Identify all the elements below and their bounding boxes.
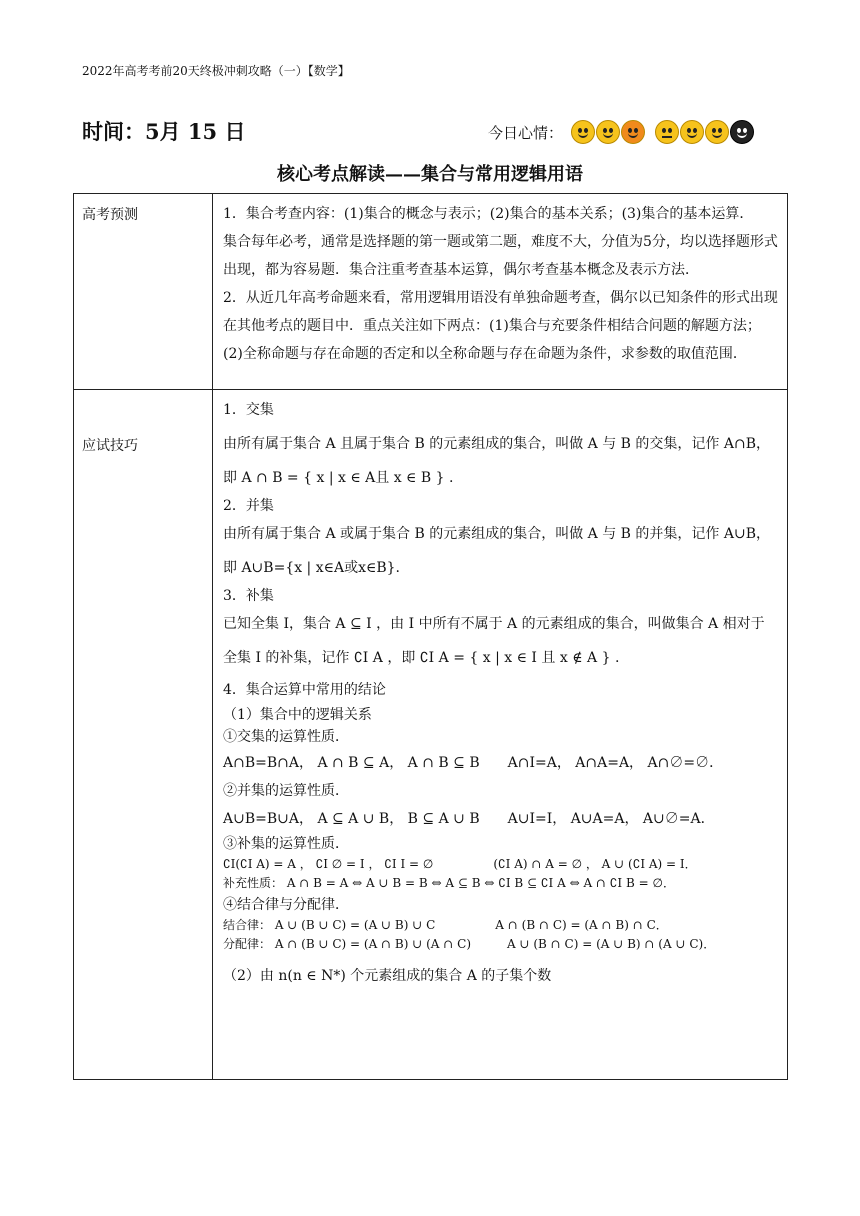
smile-icon [571,120,595,144]
tips-content [213,390,788,1080]
tips-t4k: 分配律： A ∩ (B ∪ C) = (A ∩ B) ∪ (A ∩ C) A ∪ (B ∩ C) = (A ∪ B) ∩ (A ∪ C)． [223,937,716,952]
tips-t4a: （1）集合中的逻辑关系 [223,707,372,723]
grin-icon [596,120,620,144]
mood-row [488,120,754,144]
gaokao-p3: 2．从近几年高考命题来看，常用逻辑用语没有单独命题考查，偶尔以已知条件的形式出现在其他考点的题目中．重点关注如下两点：(1)集合与充要条件相结合问题的解题方法；(2)全称命题与存在命题的否定和以全称命题与存在命题为条件，求参数的取值范围． [223,290,778,362]
tips-t2a: 由所有属于集合 A 或属于集合 B 的元素组成的集合，叫做 A 与 B 的并集，记作 A∪B， [223,526,770,542]
table-row [74,194,788,390]
mood-faces [571,120,754,144]
content-table [73,193,788,1080]
cry-icon [680,120,704,144]
tips-t3b: 全集 I 的补集，记作 ∁I A ，即 ∁I A = { x | x ∈ I 且 x ∉ A } . [223,650,620,666]
tips-t4h: 补充性质： A ∩ B = A ⇔ A ∪ B = B ⇔ A ⊆ B ⇔ ∁I B ⊆ ∁I A ⇔ A ∩ ∁I B = ∅． [223,876,675,891]
mood-label: 今日心情： [488,123,564,142]
tips-t4e: A∪B=B∪A， A ⊆ A ∪ B， B ⊆ A ∪ B A∪I=I， A∪A=A， A∪∅=A． [223,810,715,827]
tips-t4b: ①交集的运算性质． [223,729,349,746]
tips-t4f: ③补集的运算性质． [223,835,349,852]
gaokao-label: 高考预测 [74,194,213,390]
tips-t1: 1．交集 [223,402,274,418]
tips-t4i: ④结合律与分配律． [223,896,349,913]
section-title: 核心考点解读——集合与常用逻辑用语 [277,164,583,185]
tips-t2b: 即 A∪B={x | x∈A或x∈B}. [223,560,401,576]
tips-label: 应试技巧 [74,390,213,1080]
devil-icon [621,120,645,144]
tips-t3: 3．补集 [223,588,274,604]
think-icon [655,120,679,144]
tips-t3a: 已知全集 I，集合 A ⊆ I ，由 I 中所有不属于 A 的元素组成的集合，叫做集合 A 相对于 [223,616,765,632]
tips-t4: 4．集合运算中常用的结论 [223,682,386,698]
gaokao-p2: 集合每年必考，通常是选择题的第一题或第二题，难度不大，分值为5分，均以选择题形式出现，都为容易题．集合注重考查基本运算，偶尔考查基本概念及表示方法． [223,234,778,278]
tips-t1b: 即 A ∩ B = { x | x ∈ A且 x ∈ B } . [223,470,454,486]
tips-t4j: 结合律： A ∪ (B ∪ C) = (A ∪ B) ∪ C A ∩ (B ∩ C) = (A ∩ B) ∩ C． [223,917,668,932]
tips-t1a: 由所有属于集合 A 且属于集合 B 的元素组成的集合，叫做 A 与 B 的交集，记作 A∩B， [223,436,770,452]
tips-t2: 2．并集 [223,498,274,514]
tips-t4g: ∁I(∁I A) = A ， ∁I ∅ = I ， ∁I I = ∅ (∁I A) ∩ A = ∅ ， A ∪ (∁I A) = I． [223,857,697,872]
tips-t4c: A∩B=B∩A， A ∩ B ⊆ A， A ∩ B ⊆ B A∩I=A， A∩A=A， A∩∅=∅． [223,754,724,771]
laugh-icon [705,120,729,144]
tips-t5: （2）由 n(n ∈ N*) 个元素组成的集合 A 的子集个数 [223,968,552,985]
gaokao-p1: 1．集合考查内容：(1)集合的概念与表示；(2)集合的基本关系；(3)集合的基本运算． [223,206,754,222]
tips-t4d: ②并集的运算性质． [223,782,349,799]
page-header: 2022年高考考前20天终极冲刺攻略（一）【数学】 [82,64,350,78]
cow-icon [730,120,754,144]
table-row [74,390,788,1080]
date-heading: 时间：5月 15 日 [82,119,246,144]
gaokao-content [213,194,788,390]
